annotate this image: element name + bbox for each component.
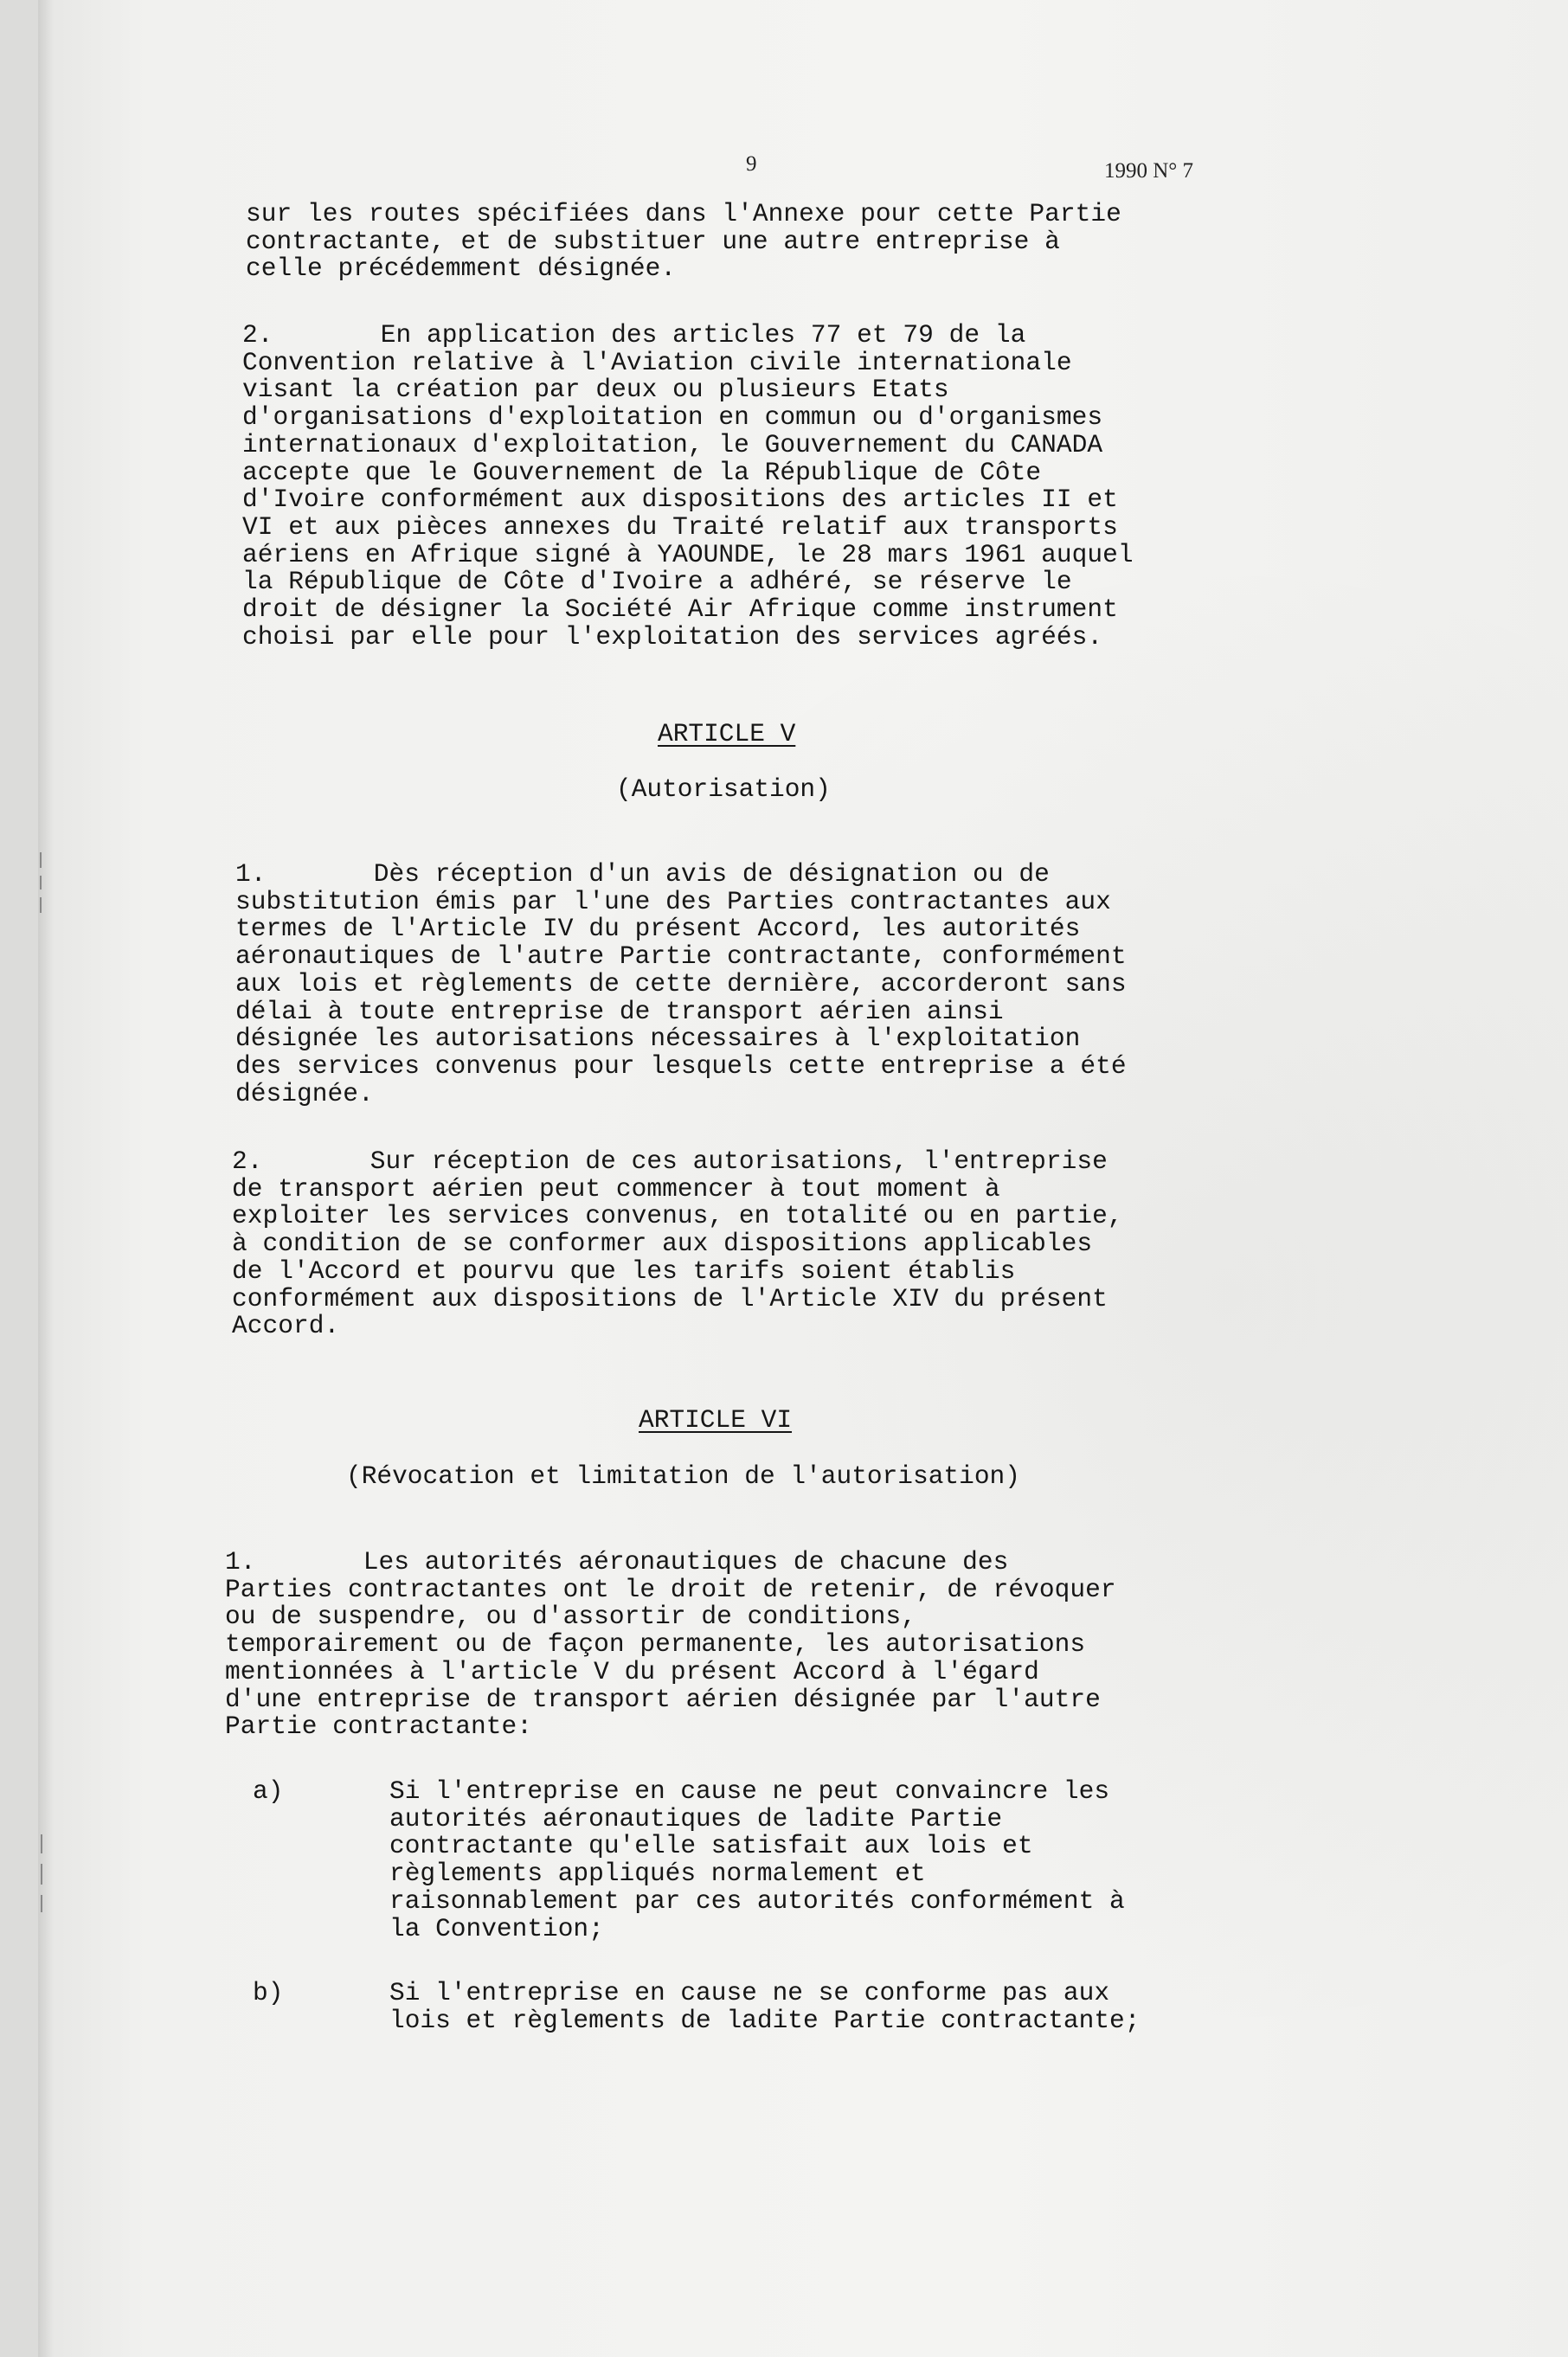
binding-mark [41, 1864, 42, 1885]
binding-mark [41, 1834, 42, 1853]
binding-mark [40, 897, 42, 913]
article-6-subtitle: (Révocation et limitation de l'autorisation) [346, 1461, 1020, 1491]
binding-mark [41, 1895, 42, 1912]
document-reference: 1990 N° 7 [1104, 159, 1194, 183]
page-number: 9 [746, 152, 757, 176]
article-6-title: ARTICLE VI [639, 1405, 793, 1435]
paragraph-2: 2. En application des articles 77 et 79 de la Convention relative à l'Aviation civile internationale visant la création par deux ou plusieurs Etats d'organisations d'exploitation en commun ou d'organismes internationaux d'exploitation, le Gouvernement du CANADA accepte que le Gouvernement de la République de Côte d'Ivoire conformément aux dispositions des articles II et VI et aux pièces annexes du Traité relatif aux transports aériens en Afrique signé à YAOUNDE, le 28 mars 1961 auquel la République de Côte d'Ivoire a adhéré, se réserve le droit de désigner la Société Air Afrique comme instrument choisi par elle pour l'exploitation des services agréés. [242, 320, 1134, 652]
document-page [38, 0, 1568, 2357]
list-item-text: Si l'entreprise en cause ne peut convaincre les autorités aéronautiques de ladite Partie contractante qu'elle satisfait aux lois et règlements appliqués normalement et raisonnablement par ces autorités conformément à la Convention; [389, 1776, 1125, 1943]
article-6-paragraph-1: 1. Les autorités aéronautiques de chacune des Parties contractantes ont le droit de retenir, de révoquer ou de suspendre, ou d'assortir de conditions, temporairement ou de façon permanente, les autorisations mentionnées à l'article V du présent Accord à l'égard d'une entreprise de transport aérien désignée par l'autre Partie contractante: [225, 1547, 1116, 1742]
list-item-text: Si l'entreprise en cause ne se conforme pas aux lois et règlements de ladite Partie contractante; [389, 1978, 1141, 2035]
article-5-title: ARTICLE V [658, 719, 796, 748]
binding-mark [40, 876, 42, 889]
binding-mark [40, 852, 42, 868]
continuation-paragraph: sur les routes spécifiées dans l'Annexe pour cette Partie contractante, et de substituer une autre entreprise à celle précédemment désignée. [246, 199, 1121, 284]
list-marker: a) [253, 1776, 284, 1806]
article-5-paragraph-1: 1. Dès réception d'un avis de désignation ou de substitution émis par l'une des Parties contractantes aux termes de l'Article IV du présent Accord, les autorités aéronautiques de l'autre Partie contractante, conformément aux lois et règlements de cette dernière, accorderont sans délai à toute entreprise de transport aérien ainsi désignée les autorisations nécessaires à l'exploitation des services convenus pour lesquels cette entreprise a été désignée. [235, 859, 1127, 1108]
list-marker: b) [253, 1978, 284, 2007]
page-binding-shadow [38, 0, 54, 2357]
article-5-subtitle: (Autorisation) [616, 774, 831, 804]
article-5-paragraph-2: 2. Sur réception de ces autorisations, l'entreprise de transport aérien peut commencer à tout moment à exploiter les services convenus, en totalité ou en partie, à condition de se conformer aux dispositions applicables de l'Accord et pourvu que les tarifs soient établis conformément aux dispositions de l'Article XIV du présent Accord. [232, 1146, 1123, 1341]
